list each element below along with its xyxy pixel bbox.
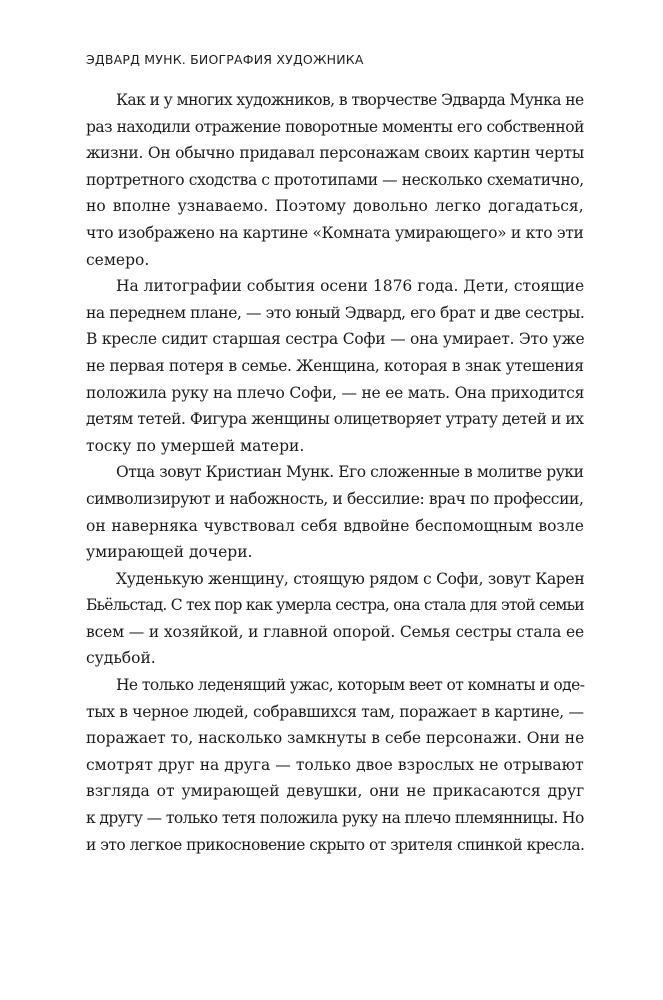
paragraph: [86, 566, 584, 672]
text-line: взгляда от умирающей девушки, они не прикасаются друг: [86, 782, 585, 801]
body-text: [86, 87, 584, 858]
text-line: символизируют и набожность, и бессилие: врач по профессии,: [86, 489, 584, 508]
text-line: детям тетей. Фигура женщины олицетворяет утрату детей и их: [86, 410, 584, 429]
paragraph: [86, 273, 584, 459]
text-line: смотрят друг на друга — только двое взрослых не отрывают: [86, 755, 584, 774]
text-line: и это легкое прикосновение скрыто от зрителя спинкой кресла.: [86, 835, 585, 854]
paragraph: [86, 459, 584, 565]
text-line: не первая потеря в семье. Женщина, которая в знак утешения: [86, 356, 584, 375]
text-line: Как и у многих художников, в творчестве Эдварда Мунка не: [116, 91, 584, 109]
text-line: На литографии события осени 1876 года. Дети, стоящие: [116, 277, 585, 296]
text-line: на переднем плане, — это юный Эдвард, его брат и две сестры.: [86, 303, 585, 322]
text-line: тых в черное людей, собравшихся там, поражает в картине, —: [86, 702, 584, 721]
text-line: раз находили отражение поворотные моменты его собственной: [86, 117, 584, 136]
text-line: Не только леденящий ужас, которым веет от комнаты и оде-: [116, 676, 585, 695]
text-line: семеро.: [86, 250, 150, 269]
text-line: В кресле сидит старшая сестра Софи — она умирает. Это уже: [86, 330, 585, 349]
paragraph: [86, 87, 584, 273]
text-line: судьбой.: [86, 649, 156, 668]
text-line: Бьёльстад. С тех пор как умерла сестра, она стала для этой семьи: [86, 596, 584, 615]
text-line: к другу — только тетя положила руку на плечо племянницы. Но: [86, 809, 584, 828]
text-line: жизни. Он обычно придавал персонажам своих картин черты: [86, 144, 584, 163]
paragraph: [86, 672, 584, 858]
running-header: ЭДВАРД МУНК. БИОГРАФИЯ ХУДОЖНИКА: [86, 52, 364, 67]
text-line: портретного сходства с прототипами — несколько схематично,: [86, 170, 584, 189]
text-line: всем — и хозяйкой, и главной опорой. Семья сестры стала ее: [86, 622, 585, 641]
text-line: он наверняка чувствовал себя вдвойне беспомощным возле: [86, 516, 584, 535]
text-line: что изображено на картине «Комната умирающего» и кто эти: [86, 223, 584, 242]
text-line: Худенькую женщину, стоящую рядом с Софи, зовут Карен: [116, 569, 585, 588]
text-line: поражает то, насколько замкнуты в себе персонажи. Они не: [86, 729, 585, 748]
text-line: тоску по умершей матери.: [86, 436, 305, 455]
text-line: умирающей дочери.: [86, 543, 253, 562]
text-line: положила руку на плечо Софи, — не ее мать. Она приходится: [86, 383, 585, 402]
text-line: но вполне узнаваемо. Поэтому довольно легко догадаться,: [86, 197, 584, 216]
text-line: Отца зовут Кристиан Мунк. Его сложенные в молитве руки: [116, 463, 584, 482]
